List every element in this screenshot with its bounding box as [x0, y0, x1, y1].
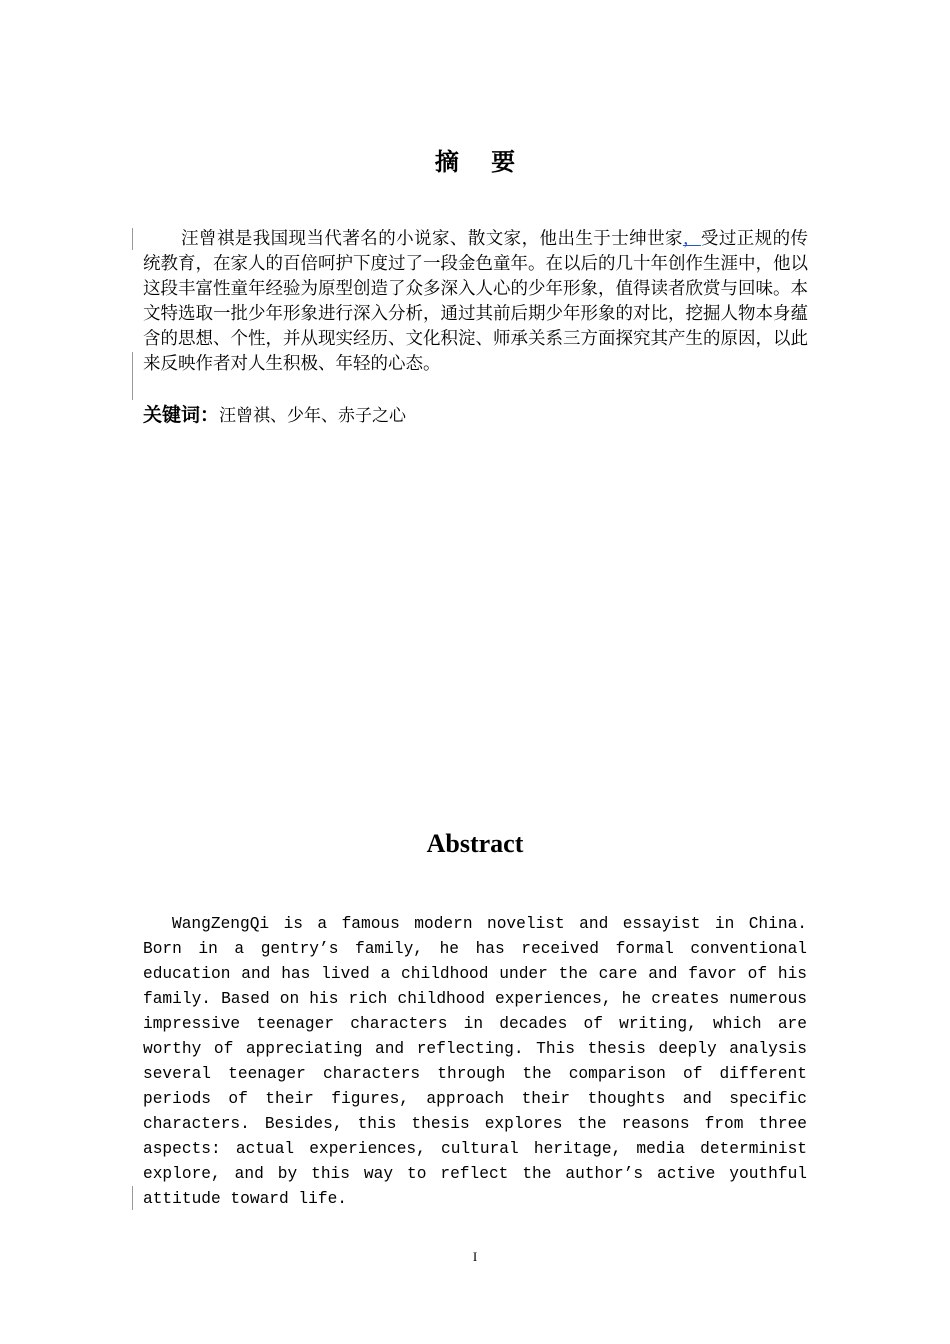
- keywords-label: 关键词：: [143, 404, 220, 426]
- chinese-abstract-body: [143, 227, 808, 377]
- chinese-abstract-title: 摘 要: [434, 147, 528, 176]
- tracked-change-comma: ，: [682, 229, 701, 249]
- revision-change-bar: [132, 228, 133, 250]
- revision-change-bar: [132, 352, 133, 400]
- chinese-abstract-text-part2: 受过正规的传统教育，在家人的百倍呵护下度过了一段金色童年。在以后的几十年创作生涯中，他以这段丰富性童年经验为原型创造了众多深入人心的少年形象，值得读者欣赏与回味。本文特选取一批少年形象进行深入分析，通过其前后期少年形象的对比，挖掘人物本身蕴含的思想、个性，并从现实经历、文化积淀、师承关系三方面探究其产生的原因，以此来反映作者对人生积极、年轻的心态。: [143, 229, 809, 374]
- english-abstract-title: Abstract: [426, 829, 524, 858]
- page-number: I: [472, 1249, 478, 1264]
- chinese-keywords: [143, 402, 808, 429]
- english-abstract-body: WangZengQi is a famous modern novelist and essayist in China. Born in a gentry’s family, he has received formal conventional education and has lived a childhood under the care and favor of his family. Based on his rich childhood experiences, he creates numerous impressive teenager characters in decades of writing, which are worthy of appreciating and reflecting. This thesis deeply analysis several teenager characters through the comparison of different periods of their figures, approach their thoughts and specific characters. Besides, this thesis explores the reasons from three aspects: actual experiences, cultural heritage, media determinist explore, and by this way to reflect the author’s active youthful attitude toward life.: [143, 915, 807, 1208]
- keywords-text: 汪曾祺、少年、赤子之心: [219, 406, 407, 426]
- revision-change-bar: [132, 1186, 133, 1210]
- chinese-abstract-text-part1: 汪曾祺是我国现当代著名的小说家、散文家，他出生于士绅世家: [181, 229, 683, 249]
